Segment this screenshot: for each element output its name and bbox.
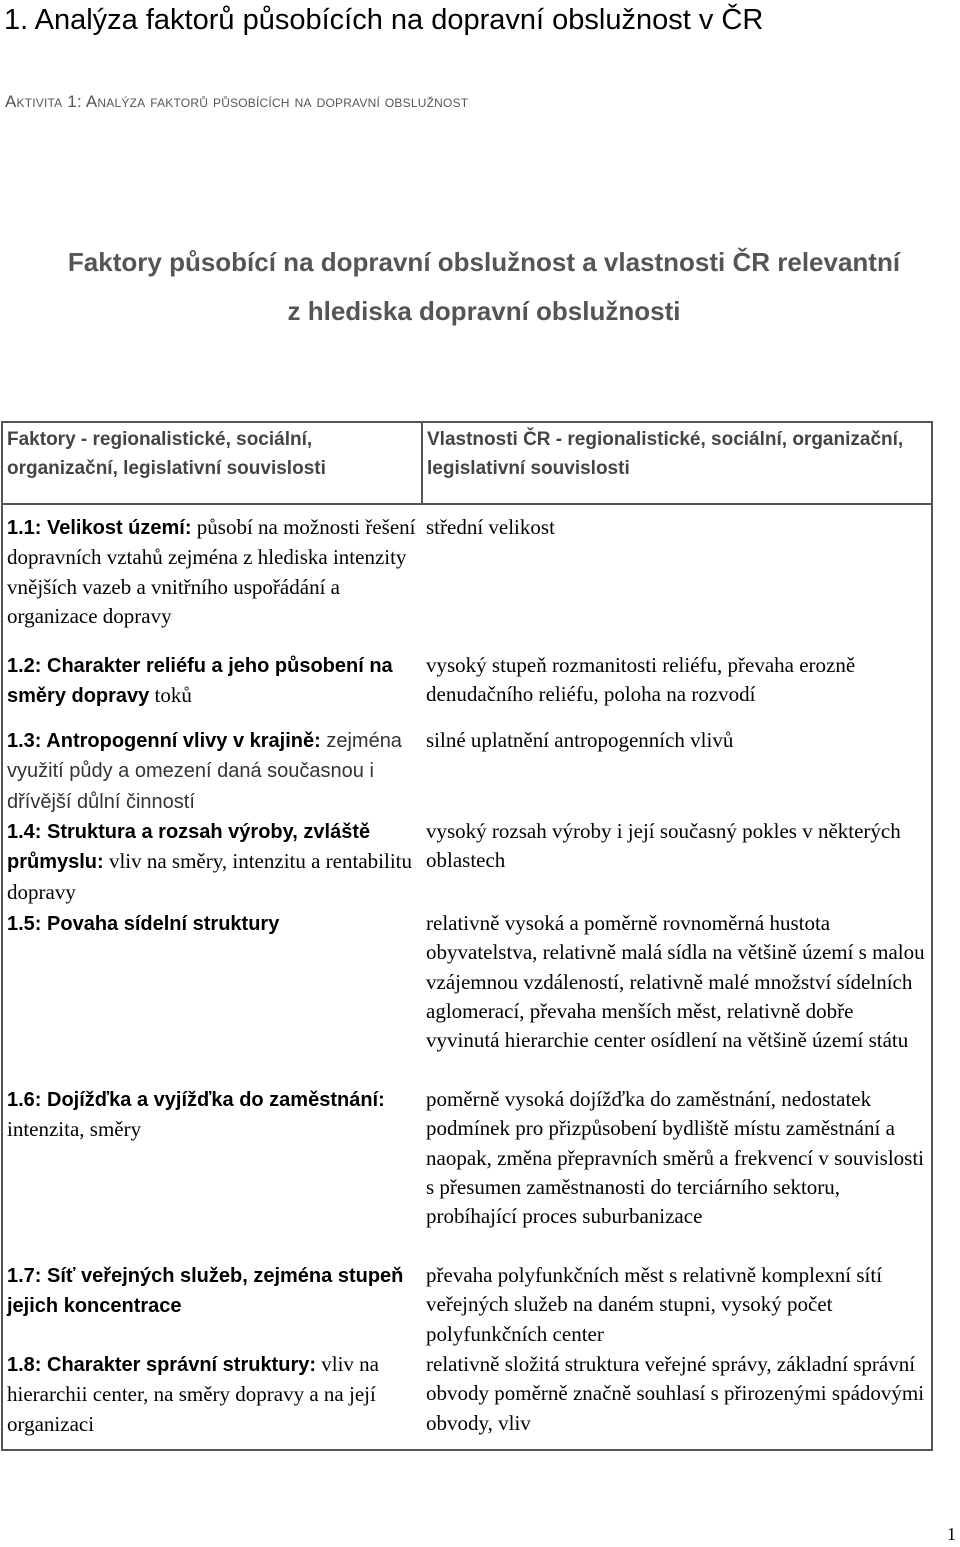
factor-label: 1.8: Charakter správní struktury: (7, 1354, 317, 1376)
factor-description: vliv na směry, intenzitu a rentabilitu dopravy (7, 849, 412, 904)
table-row (2, 651, 932, 726)
factor-label: 1.7: Síť veřejných služeb, zejména stupeň jejich koncentrace (7, 1265, 404, 1318)
factor-cell (2, 909, 422, 1085)
property-cell: relativně složitá struktura veřejné správy, základní správní obvody poměrně značně souhlasí s přirozenými spádovými obvody, vliv (422, 1350, 932, 1450)
factor-label: 1.5: Povaha sídelní struktury (7, 913, 280, 935)
table-row (2, 909, 932, 1085)
property-cell: převaha polyfunkčních měst s relativně komplexní sítí veřejných služeb na daném stupni, vysoký počet polyfunkčních center (422, 1261, 932, 1350)
table-row (2, 726, 932, 817)
factor-label: 1.1: Velikost území: (7, 517, 192, 539)
factor-description: zejména využití půdy a omezení daná současnou i dřívější důlní činností (7, 730, 402, 813)
property-cell: vysoký rozsah výroby i její současný pokles v některých oblastech (422, 817, 932, 909)
property-cell: vysoký stupeň rozmanitosti reliéfu, převaha erozně denudačního reliéfu, poloha na rozvodí (422, 651, 932, 726)
section-heading-line-1: Faktory působící na dopravní obslužnost a vlastnosti ČR relevantní (67, 247, 901, 277)
factor-description: působí na možnosti řešení dopravních vztahů zejména z hlediska intenzity vnějších vazeb a vnitřního uspořádání a organizace dopravy (7, 515, 416, 628)
factor-label: 1.4: Struktura a rozsah výroby, zvláště průmyslu: (7, 821, 371, 874)
factor-cell (2, 1350, 422, 1450)
table-row (2, 817, 932, 909)
page-number: 1 (947, 1524, 956, 1544)
property-cell: poměrně vysoká dojížďka do zaměstnání, nedostatek podmínek pro přizpůsobení bydliště místu zaměstnání a naopak, změna přepravních směrů a frekvencí v souvislosti s přesumen zaměstnanosti do terciárního sektoru, probíhající proces suburbanizace (422, 1085, 932, 1261)
factor-cell (2, 651, 422, 726)
document-title: 1. Analýza faktorů působících na dopravní obslužnost v ČR (4, 4, 764, 36)
header-factors: Faktory - regionalistické, sociální, organizační, legislativní souvislosti (2, 422, 422, 504)
property-cell: relativně vysoká a poměrně rovnoměrná hustota obyvatelstva, relativně malá sídla na většině území s malou vzájemnou vzdáleností, relativně malé množství sídelních aglomerací, převaha menších měst, relativně dobře vyvinutá hierarchie center osídlení na většině území státu (422, 909, 932, 1085)
factor-description: intenzita, směry (7, 1117, 142, 1142)
activity-subtitle: Aktivita 1: Analýza faktorů působících na dopravní obslužnost (5, 92, 469, 111)
property-cell: střední velikost (422, 504, 932, 651)
factor-label: 1.2: Charakter reliéfu a jeho působení na směry dopravy (7, 655, 393, 708)
factor-description: toků (149, 683, 192, 708)
table-row (2, 1350, 932, 1450)
factor-cell (2, 817, 422, 909)
factor-description: vliv na hierarchii center, na směry dopravy a na její organizaci (7, 1352, 380, 1436)
table-row (2, 1261, 932, 1350)
factor-cell (2, 1085, 422, 1261)
property-cell: silné uplatnění antropogenních vlivů (422, 726, 932, 817)
factor-cell (2, 1261, 422, 1350)
header-properties: Vlastnosti ČR - regionalistické, sociální, organizační, legislativní souvislosti (422, 422, 932, 504)
factor-label: 1.3: Antropogenní vlivy v krajině: (7, 730, 321, 752)
factor-cell (2, 504, 422, 651)
factor-label: 1.6: Dojížďka a vyjížďka do zaměstnání: (7, 1089, 385, 1111)
table-row (2, 1085, 932, 1261)
factors-table (1, 421, 933, 1451)
table-row (2, 504, 932, 651)
factor-cell (2, 726, 422, 817)
section-heading-line-2: z hlediska dopravní obslužnosti (287, 296, 681, 326)
table-header-row (2, 422, 932, 504)
